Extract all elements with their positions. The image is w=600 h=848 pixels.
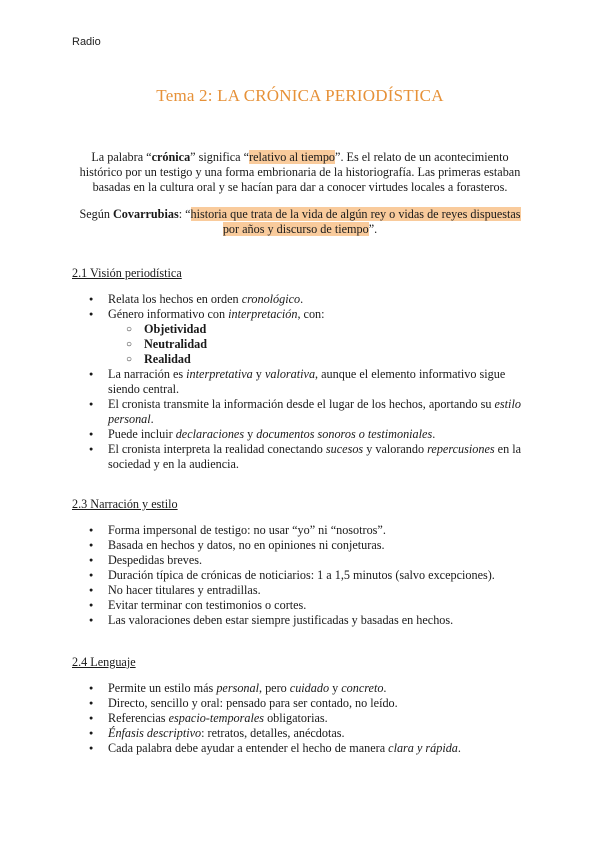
list-item: ● Relata los hechos en orden cronológico. — [72, 292, 528, 307]
list-item: ● Basada en hechos y datos, no en opiniones ni conjeturas. — [72, 538, 528, 553]
list-item: ● Permite un estilo más personal, pero cuidado y concreto. — [72, 681, 528, 696]
sub-list — [108, 322, 528, 367]
page-header: Radio — [72, 36, 101, 48]
list-item: ● Referencias espacio-temporales obligatorias. — [72, 711, 528, 726]
intro-text: ” significa “ — [190, 150, 250, 164]
list-item: ● Directo, sencillo y oral: pensado para ser contado, no leído. — [72, 696, 528, 711]
list-item: ● El cronista interpreta la realidad conectando sucesos y valorando repercusiones en la sociedad y en la audiencia. — [72, 442, 528, 472]
highlight-text: relativo al tiempo — [249, 150, 336, 164]
intro-paragraph — [72, 150, 528, 195]
section-list — [72, 681, 528, 756]
list-item: ● El cronista transmite la información desde el lugar de los hechos, aportando su estilo personal. — [72, 397, 528, 427]
section-heading: 2.4 Lenguaje — [72, 655, 136, 669]
section-heading: 2.3 Narración y estilo — [72, 497, 178, 511]
list-item: ● Puede incluir declaraciones y documentos sonoros o testimoniales. — [72, 427, 528, 442]
sub-list-item: ○ Objetividad — [108, 322, 528, 337]
list-item: ● La narración es interpretativa y valorativa, aunque el elemento informativo sigue siendo central. — [72, 367, 528, 397]
quote-author: Covarrubias — [113, 207, 179, 221]
section-list — [72, 523, 528, 628]
quote-text: ”. — [368, 222, 378, 236]
sub-list-item: ○ Neutralidad — [108, 337, 528, 352]
list-item: ● Duración típica de crónicas de noticiarios: 1 a 1,5 minutos (salvo excepciones). — [72, 568, 528, 583]
intro-bold: crónica — [151, 150, 191, 164]
list-item: ● No hacer titulares y entradillas. — [72, 583, 528, 598]
highlight-text: historia que trata de la vida de algún rey o vidas de reyes dispuestas por años y discurso de tiempo — [190, 207, 521, 236]
section-list — [72, 292, 528, 472]
sub-list-item: ○ Realidad — [108, 352, 528, 367]
list-item: ● Las valoraciones deben estar siempre justificadas y basadas en hechos. — [72, 613, 528, 628]
list-item: ● Género informativo con interpretación, con: ○ Objetividad ○ Neutralidad ○ Realidad — [72, 307, 528, 367]
list-item: ● Evitar terminar con testimonios o cortes. — [72, 598, 528, 613]
intro-text: ”. Es el relato de un acontecimiento histórico por un testigo y una forma embrionaria de la historiografía. Las primeras estaban basadas en la cultura oral y se hacían para dar a conocer virtudes locales a forasteros. — [79, 150, 521, 194]
list-item: ● Cada palabra debe ayudar a entender el hecho de manera clara y rápida. — [72, 741, 528, 756]
quote-text: : “ — [178, 207, 191, 221]
intro-text: La palabra “ — [91, 150, 152, 164]
quote-text: Según — [79, 207, 113, 221]
section-heading: 2.1 Visión periodística — [72, 266, 182, 280]
page-title: Tema 2: LA CRÓNICA PERIODÍSTICA — [156, 86, 444, 105]
list-item: ● Énfasis descriptivo: retratos, detalles, anécdotas. — [72, 726, 528, 741]
quote-paragraph — [72, 207, 528, 237]
list-item: ● Despedidas breves. — [72, 553, 528, 568]
list-item: ● Forma impersonal de testigo: no usar “yo” ni “nosotros”. — [72, 523, 528, 538]
